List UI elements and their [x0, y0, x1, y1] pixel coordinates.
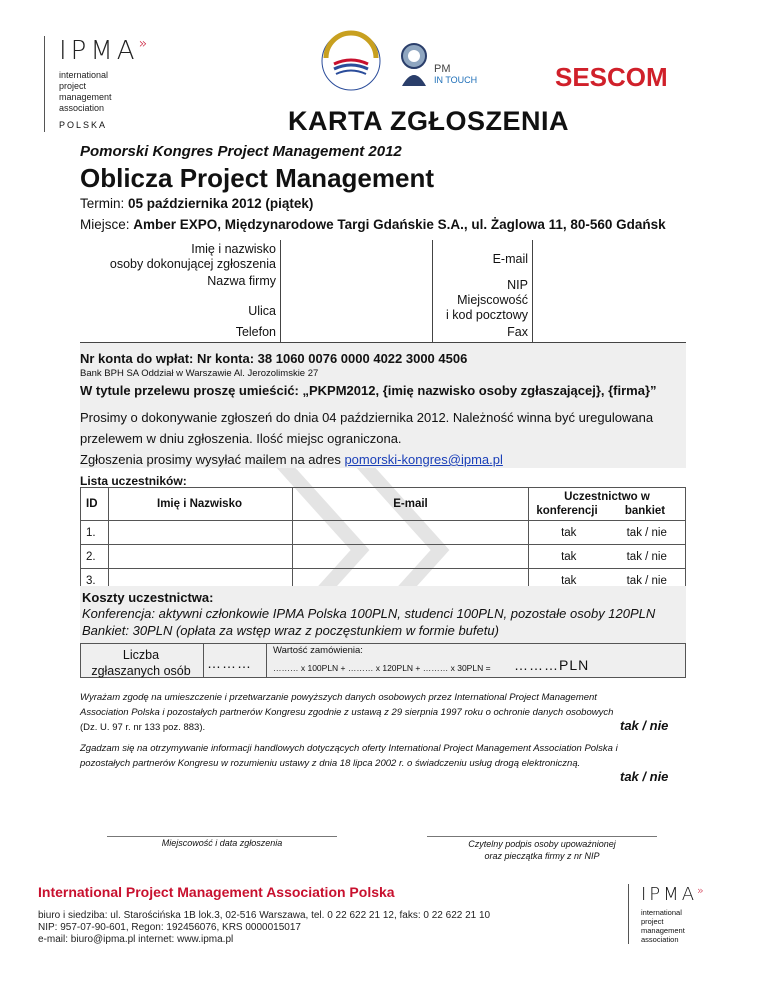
order-total[interactable]: ………PLN — [514, 657, 590, 673]
costs-box — [80, 586, 686, 644]
page-title: KARTA ZGŁOSZENIA — [288, 106, 569, 136]
participants-label: Lista uczestników: — [80, 474, 187, 488]
table-row: 2. tak tak / nie — [81, 545, 686, 569]
contact-form — [80, 240, 686, 342]
name-cell[interactable] — [109, 521, 293, 545]
count-label: Liczba zgłaszanych osób — [91, 648, 191, 678]
col-email: E-mail — [293, 488, 529, 521]
name-cell[interactable] — [109, 545, 293, 569]
marketing-consent-text: Zgadzam się na otrzymywanie informacji handlowych dotyczących oferty International Project Management Association Polska i pozostałych partnerów Kongresu w rozumieniu ustawy z dnia 18 lipca 2002 r. o świadczeniu usług drogą elektroniczną. — [80, 743, 618, 769]
phone-label: Telefon — [235, 325, 276, 339]
contact-right-input-area[interactable] — [533, 240, 686, 342]
city-label: Miejscowość i kod pocztowy — [446, 293, 528, 322]
conference-price: Konferencja: aktywni członkowie IPMA Polska 100PLN, studenci 100PLN, pozostałe osoby 120PLN — [82, 606, 656, 621]
svg-text:IN TOUCH: IN TOUCH — [434, 75, 478, 85]
table-row: 1. tak tak / nie — [81, 521, 686, 545]
event-title: Oblicza Project Management — [80, 163, 434, 193]
email-cell[interactable] — [293, 545, 529, 569]
name-label: Imię i nazwisko osoby dokonującej zgłoszenia — [109, 242, 276, 271]
street-label: Ulica — [248, 304, 276, 318]
place-date-line[interactable] — [107, 836, 337, 837]
place-date-label: Miejscowość i data zgłoszenia — [161, 838, 283, 848]
contact-email-link[interactable]: pomorski-kongres@ipma.pl — [344, 452, 503, 467]
payment-info — [80, 343, 686, 468]
banquet-price: Bankiet: 30PLN (opłata za wstęp wraz z poczęstunkiem w formie bufetu) — [82, 623, 499, 638]
banquet-choice[interactable]: tak / nie — [609, 545, 686, 569]
order-summary — [80, 643, 686, 678]
ipma-polska-logo: IPMA» international project management association POLSKA — [44, 36, 154, 132]
order-value-label: Wartość zamówienia: — [273, 645, 363, 656]
email-cell[interactable] — [293, 521, 529, 545]
banquet-choice[interactable]: tak / nie — [609, 569, 686, 593]
col-name: Imię i Nazwisko — [109, 488, 293, 521]
contact-left-input-area[interactable] — [281, 240, 432, 342]
footer-contact: biuro i siedziba: ul. Starościńska 1B lok.3, 02-516 Warszawa, tel. 0 22 622 21 12, faks: 0 22 622 21 10 NIP: 957-07-90-601, Regon: 192456076, KRS 0000015017 e-mail: biuro@ipma.pl internet: www.ipma.pl — [38, 910, 491, 945]
fax-label: Fax — [507, 325, 528, 339]
table-row: 3. tak tak / nie — [81, 569, 686, 593]
col-participation: Uczestnictwo w konferencji bankiet — [529, 488, 686, 521]
email-label: E-mail — [492, 252, 528, 266]
ipma-footer-logo: IPMA» international project management association — [628, 884, 728, 944]
col-id: ID — [81, 488, 109, 521]
signature-line[interactable] — [427, 836, 657, 837]
signature-label: Czytelny podpis osoby upoważnionej oraz pieczątka firmy z nr NIP — [468, 839, 616, 861]
banquet-choice[interactable]: tak / nie — [609, 521, 686, 545]
marketing-consent-choice[interactable]: tak / nie — [620, 769, 669, 784]
table-header — [81, 488, 686, 521]
costs-title: Koszty uczestnictwa: — [82, 590, 214, 605]
order-formula: ……… x 100PLN + ……… x 120PLN + ……… x 30PLN = — [273, 663, 491, 673]
event-name: Pomorski Kongres Project Management 2012 — [80, 143, 402, 160]
svg-text:PM: PM — [434, 63, 451, 75]
account-number: Nr konta do wpłat: Nr konta: 38 1060 0076 0000 4022 3000 4506 — [80, 351, 468, 366]
participants-table — [80, 487, 686, 593]
pm-in-touch-logo — [392, 38, 502, 88]
bank-name: Bank BPH SA Oddział w Warszawie Al. Jerozolimskie 27 — [80, 368, 319, 379]
count-input[interactable]: ……… — [207, 655, 252, 671]
footer-org-name: International Project Management Association Polska — [38, 884, 395, 900]
payment-notes: Prosimy o dokonywanie zgłoszeń do dnia 04 października 2012. Należność winna być uregulowana przelewem w dniu zgłoszenia. Ilość miejsc ograniczona. Zgłoszenia prosimy wysyłać mailem na adres pomorski-kongres@ipma.pl — [80, 410, 654, 467]
sescom-logo: SESCOM — [555, 62, 668, 92]
termin-line: Termin: 05 października 2012 (piątek) — [80, 196, 314, 211]
miejsce-line: Miejsce: Amber EXPO, Międzynarodowe Targi Gdańskie S.A., ul. Żaglowa 11, 80-560 Gdańsk — [80, 217, 666, 232]
data-consent-choice[interactable]: tak / nie — [620, 718, 669, 733]
nip-label: NIP — [507, 278, 528, 292]
transfer-title: W tytule przelewu proszę umieścić: „PKPM2012, {imię nazwisko osoby zgłaszającej}, {firma}” — [80, 383, 657, 398]
rig-pomorza-logo — [320, 30, 382, 92]
data-consent-text: Wyrażam zgodę na umieszczenie i przetwarzanie powyższych danych osobowych przez International Project Management Association Polska i pozostałych partnerów Kongresu zgodnie z ustawą z 29 sierpnia 1997 roku o ochronie danych osobowych (Dz. U. 97 r. nr 133 poz. 883). — [80, 692, 614, 733]
company-label: Nazwa firmy — [207, 274, 276, 288]
